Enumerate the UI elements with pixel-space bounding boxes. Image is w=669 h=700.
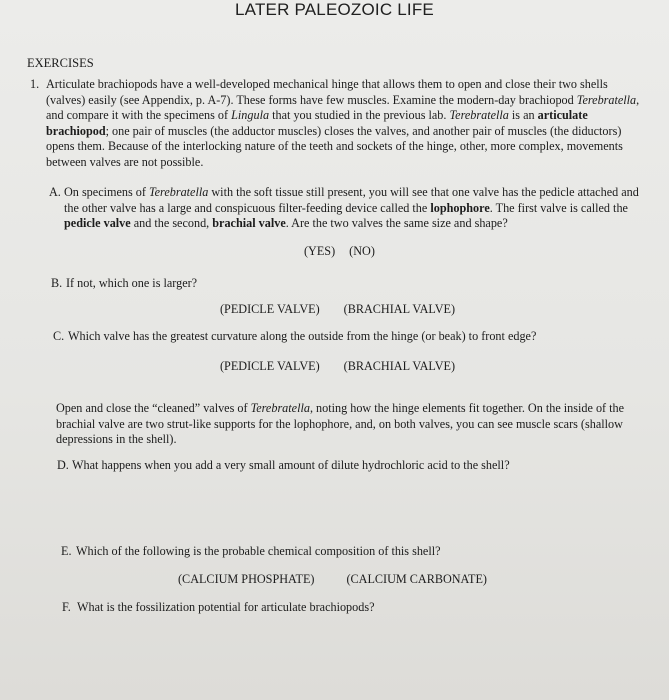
question-e-options: [178, 572, 487, 587]
question-a-options: [304, 244, 375, 259]
question-c-options: [220, 359, 455, 374]
key-term: lophophore: [430, 200, 490, 215]
question-e: [61, 544, 641, 560]
text-run: . The first valve is called the: [489, 200, 628, 215]
instruction-paragraph: [56, 401, 636, 448]
question-c-text: Which valve has the greatest curvature along the outside from the hinge (or beak) to front edge?: [68, 329, 537, 343]
text-run: and the second,: [130, 216, 213, 230]
question-1: [30, 77, 640, 170]
section-title: EXERCISES: [27, 56, 94, 70]
genus-name: Terebratella: [449, 108, 509, 122]
question-f: [62, 600, 642, 616]
genus-name: Lingula: [231, 108, 270, 122]
option-yes[interactable]: (YES): [304, 244, 336, 258]
key-term: articulate brachiopod: [46, 108, 588, 138]
text-run: , and compare it with the specimens of: [46, 92, 640, 122]
text-run: Articulate brachiopods have a well-developed mechanical hinge that allows them to open and close their two shells (valves) easily (see Appendix, p. A-7). These forms have few muscles. Examine the modern-day brachiopod: [46, 77, 608, 107]
genus-name: Terebratella: [576, 92, 637, 107]
text-run: that you studied in the previous lab.: [269, 108, 450, 122]
text-run: Open and close the “cleaned” valves of: [56, 401, 251, 415]
question-label: A.: [49, 185, 61, 199]
question-b: [51, 276, 631, 292]
question-b-options: [220, 302, 455, 317]
question-label: D.: [57, 458, 69, 472]
question-f-text: What is the fossilization potential for articulate brachiopods?: [77, 600, 375, 614]
text-run: On specimens of: [64, 185, 149, 199]
question-label: B.: [51, 276, 63, 290]
question-label: E.: [61, 544, 72, 558]
question-label: C.: [53, 329, 65, 343]
option-calcium-phosphate[interactable]: (CALCIUM PHOSPHATE): [178, 572, 315, 586]
question-number: 1.: [30, 77, 40, 91]
page-title: LATER PALEOZOIC LIFE: [235, 0, 434, 19]
genus-name: Terebratella: [250, 401, 310, 415]
text-run: ; one pair of muscles (the adductor muscles) closes the valves, and another pair of muscles (the diductors) opens them. Because of the interlocking nature of the teeth and sockets of the hinge, other, more complex, movements between valves are not possible.: [46, 123, 623, 169]
question-d-text: What happens when you add a very small amount of dilute hydrochloric acid to the shell?: [72, 458, 510, 472]
text-run: , noting how the hinge elements fit together. On the inside of the brachial valve are two strut-like supports for the lophophore, and, on both valves, you can see muscle scars (shallow depressions in the shell).: [56, 401, 625, 446]
key-term: pedicle valve: [64, 216, 131, 230]
option-calcium-carbonate[interactable]: (CALCIUM CARBONATE): [346, 572, 487, 586]
option-brachial-valve[interactable]: (BRACHIAL VALVE): [343, 359, 456, 373]
option-pedicle-valve[interactable]: (PEDICLE VALVE): [220, 359, 320, 373]
option-pedicle-valve[interactable]: (PEDICLE VALVE): [220, 302, 320, 316]
question-d: [57, 458, 642, 474]
question-a-text: [64, 185, 639, 232]
text-run: with the soft tissue still present, you will see that one valve has the pedicle attached and the other valve has a large and conspicuous filter-feeding device called the: [64, 185, 639, 215]
question-e-text: Which of the following is the probable chemical composition of this shell?: [76, 544, 441, 558]
question-a: [49, 185, 639, 232]
question-1-text: [46, 77, 640, 170]
question-b-text: If not, which one is larger?: [66, 276, 198, 290]
question-label: F.: [62, 600, 71, 614]
option-no[interactable]: (NO): [349, 244, 375, 258]
question-c: [53, 329, 643, 345]
text-run: is an: [508, 108, 538, 122]
option-brachial-valve[interactable]: (BRACHIAL VALVE): [343, 302, 456, 316]
genus-name: Terebratella: [148, 185, 209, 199]
text-run: . Are the two valves the same size and shape?: [285, 216, 508, 230]
key-term: brachial valve: [212, 216, 286, 230]
